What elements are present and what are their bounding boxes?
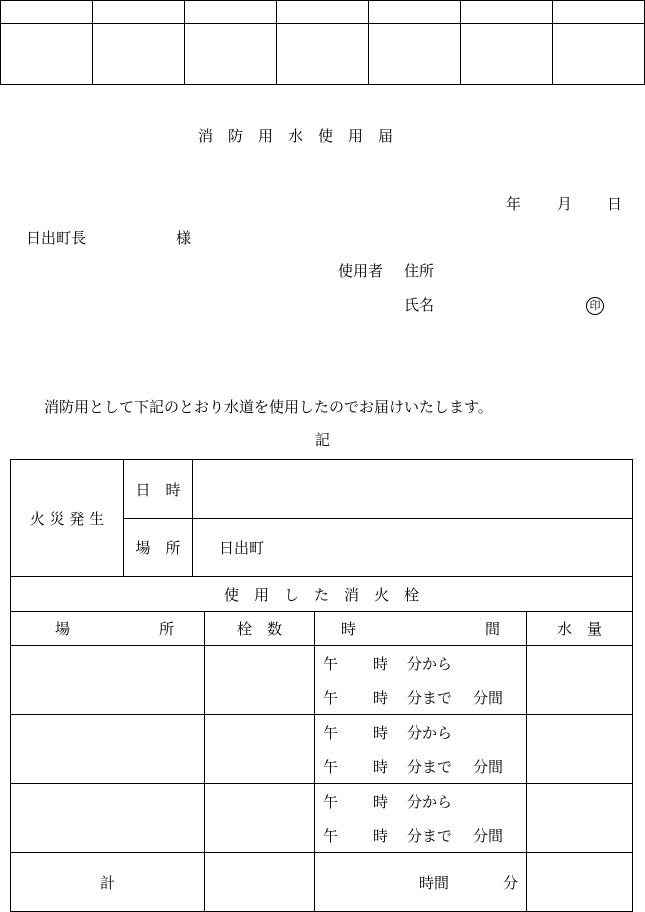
stamp-box[interactable] — [93, 24, 185, 85]
stamp-box[interactable] — [277, 24, 369, 85]
stamp-header-cell — [369, 1, 461, 24]
col-header-time — [315, 612, 527, 646]
stamp-box[interactable] — [461, 24, 553, 85]
date-day-label: 日 — [607, 195, 623, 213]
row-place-cell[interactable] — [11, 715, 205, 784]
fire-datetime-field[interactable] — [193, 460, 633, 519]
fire-datetime-label: 日 時 — [124, 460, 193, 519]
row-place-cell[interactable] — [11, 784, 205, 853]
stamp-box[interactable] — [553, 24, 645, 85]
stamp-box[interactable] — [185, 24, 277, 85]
date-year-label: 年 — [506, 195, 522, 213]
addressee-honorific: 様 — [176, 229, 192, 247]
applicant-address-label: 住所 — [404, 262, 435, 280]
col-header-time-part1: 時 — [341, 620, 357, 638]
row-place-cell[interactable] — [11, 646, 205, 715]
total-volume-cell[interactable] — [527, 853, 633, 912]
row-volume-cell[interactable] — [527, 646, 633, 715]
hydrant-header: 使 用 し た 消 火 栓 — [11, 577, 633, 612]
date-month-label: 月 — [557, 195, 573, 213]
row-volume-cell[interactable] — [527, 715, 633, 784]
stamp-header-cell — [461, 1, 553, 24]
row-volume-cell[interactable] — [527, 784, 633, 853]
addressee-name: 日出町長 — [26, 229, 87, 247]
usage-form-table — [10, 459, 633, 912]
body-text: 消防用として下記のとおり水道を使用したのでお届けいたします。 — [44, 398, 493, 416]
applicant-name-label: 氏名 — [404, 296, 435, 314]
seal-mark: 印 — [586, 297, 604, 315]
row-count-cell[interactable] — [205, 784, 315, 853]
col-header-place-part1: 場 — [55, 620, 71, 638]
fire-occurrence-label: 火 災 発 生 — [11, 460, 124, 577]
total-count-cell[interactable] — [205, 853, 315, 912]
total-label: 計 — [11, 853, 205, 912]
document-title: 消 防 用 水 使 用 届 — [198, 127, 394, 145]
col-header-time-part2: 間 — [484, 620, 500, 638]
stamp-box[interactable] — [369, 24, 461, 85]
row-time-cell[interactable]: 午 時 分から 午 時 分まで 分間 — [315, 715, 527, 784]
row-count-cell[interactable] — [205, 646, 315, 715]
stamp-header-cell — [185, 1, 277, 24]
col-header-place-part2: 所 — [158, 620, 174, 638]
ki-label: 記 — [315, 431, 331, 449]
stamp-box[interactable] — [1, 24, 93, 85]
row-time-cell[interactable]: 午 時 分から 午 時 分まで 分間 — [315, 646, 527, 715]
table-row — [11, 715, 633, 784]
stamp-header-cell — [553, 1, 645, 24]
fire-place-field[interactable]: 日出町 — [193, 519, 633, 577]
col-header-volume: 水 量 — [527, 612, 633, 646]
applicant-role: 使用者 — [338, 262, 384, 280]
approval-stamp-table — [0, 0, 645, 85]
fire-place-label: 場 所 — [124, 519, 193, 577]
table-row — [11, 646, 633, 715]
stamp-header-cell — [1, 1, 93, 24]
stamp-header-cell — [93, 1, 185, 24]
total-time-cell[interactable]: 時間 分 — [315, 853, 527, 912]
total-row — [11, 853, 633, 912]
stamp-header-cell — [277, 1, 369, 24]
table-row — [11, 784, 633, 853]
col-header-place — [11, 612, 205, 646]
row-time-cell[interactable]: 午 時 分から 午 時 分まで 分間 — [315, 784, 527, 853]
col-header-count: 栓 数 — [205, 612, 315, 646]
row-count-cell[interactable] — [205, 715, 315, 784]
